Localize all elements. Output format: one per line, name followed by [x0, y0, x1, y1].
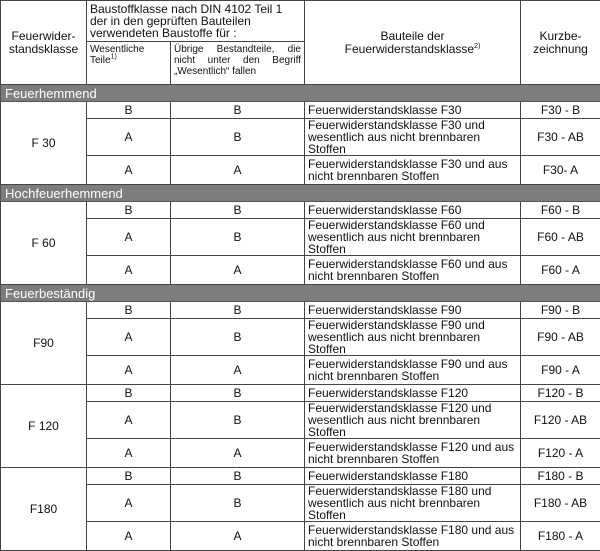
kurzbezeichnung-cell: F30- A: [521, 156, 600, 185]
table-row: [1, 385, 600, 402]
kurzbezeichnung-cell: F120 - AB: [521, 402, 600, 439]
kurzbezeichnung-cell: F90 - AB: [521, 319, 600, 356]
table-row: [1, 439, 600, 468]
uebrige-bestandteile-cell: B: [171, 302, 305, 319]
uebrige-bestandteile-cell: B: [171, 319, 305, 356]
table-row: [1, 219, 600, 256]
header-wesentliche-teile: [87, 42, 171, 85]
uebrige-bestandteile-cell: B: [171, 402, 305, 439]
wesentliche-teile-cell: A: [87, 439, 171, 468]
bauteil-description-cell: Feuerwiderstandsklasse F120: [305, 385, 521, 402]
wesentliche-teile-cell: B: [87, 468, 171, 485]
header-group-text: Baustoffklasse nach DIN 4102 Teil 1 der in den geprüften Bauteilen verwendeten Baustoffe für :: [90, 2, 282, 40]
header-feuerwiderstandsklasse: [1, 1, 87, 85]
kurzbezeichnung-cell: F30 - B: [521, 102, 600, 119]
klasse-cell: F 30: [1, 102, 87, 185]
wesentliche-teile-cell: B: [87, 202, 171, 219]
wesentliche-teile-cell: A: [87, 402, 171, 439]
wesentliche-teile-cell: B: [87, 385, 171, 402]
kurzbezeichnung-cell: F60 - AB: [521, 219, 600, 256]
uebrige-bestandteile-cell: B: [171, 385, 305, 402]
wesentliche-teile-cell: A: [87, 219, 171, 256]
header-kurzbezeichnung: [521, 1, 600, 85]
table-row: [1, 468, 600, 485]
kurzbezeichnung-cell: F60 - B: [521, 202, 600, 219]
klasse-cell: F180: [1, 468, 87, 551]
table-row: [1, 356, 600, 385]
bauteil-description-cell: Feuerwiderstandsklasse F90: [305, 302, 521, 319]
wesentliche-teile-cell: A: [87, 356, 171, 385]
wesentliche-teile-cell: A: [87, 256, 171, 285]
wesentliche-teile-cell: A: [87, 522, 171, 551]
uebrige-bestandteile-cell: B: [171, 102, 305, 119]
bauteil-description-cell: Feuerwiderstandsklasse F90 und aus nicht brennbaren Stoffen: [305, 356, 521, 385]
uebrige-bestandteile-cell: A: [171, 356, 305, 385]
bauteil-description-cell: Feuerwiderstandsklasse F180 und aus nicht brennbaren Stoffen: [305, 522, 521, 551]
section-title: Feuerhemmend: [1, 85, 600, 102]
bauteil-description-cell: Feuerwiderstandsklasse F120 und wesentlich aus nicht brennbaren Stoffen: [305, 402, 521, 439]
wesentliche-teile-cell: B: [87, 302, 171, 319]
header-bauteil-footnote: 2): [474, 43, 480, 50]
uebrige-bestandteile-cell: A: [171, 256, 305, 285]
kurzbezeichnung-cell: F90 - B: [521, 302, 600, 319]
section-title: Hochfeuerhemmend: [1, 185, 600, 202]
kurzbezeichnung-cell: F30 - AB: [521, 119, 600, 156]
table-row: [1, 302, 600, 319]
wesentliche-teile-cell: A: [87, 156, 171, 185]
bauteil-description-cell: Feuerwiderstandsklasse F90 und wesentlich aus nicht brennbaren Stoffen: [305, 319, 521, 356]
bauteil-description-cell: Feuerwiderstandsklasse F30 und wesentlich aus nicht brennbaren Stoffen: [305, 119, 521, 156]
header-kurz-text: Kurzbe- zeichnung: [533, 29, 588, 56]
kurzbezeichnung-cell: F180 - A: [521, 522, 600, 551]
table-row: [1, 156, 600, 185]
wesentliche-teile-cell: A: [87, 485, 171, 522]
kurzbezeichnung-cell: F180 - B: [521, 468, 600, 485]
header-uebrige-bestandteile: [171, 42, 305, 85]
section-title: Feuerbeständig: [1, 285, 600, 302]
section-header-row: [1, 85, 600, 102]
section-header-row: [1, 285, 600, 302]
kurzbezeichnung-cell: F120 - B: [521, 385, 600, 402]
klasse-cell: F 120: [1, 385, 87, 468]
bauteil-description-cell: Feuerwiderstandsklasse F180 und wesentlich aus nicht brennbaren Stoffen: [305, 485, 521, 522]
uebrige-bestandteile-cell: B: [171, 202, 305, 219]
header-sub-left-text: Wesentliche Teile: [90, 44, 144, 66]
wesentliche-teile-cell: A: [87, 119, 171, 156]
header-baustoffklasse: [87, 1, 305, 42]
table-row: [1, 119, 600, 156]
table-row: [1, 256, 600, 285]
table-row: [1, 319, 600, 356]
wesentliche-teile-cell: A: [87, 319, 171, 356]
header-bauteil-text: Bauteile der Feuerwiderstandsklasse: [345, 29, 474, 56]
header-col1-text: Feuerwider- standsklasse: [9, 29, 78, 56]
uebrige-bestandteile-cell: A: [171, 156, 305, 185]
header-bauteile: [305, 1, 521, 85]
uebrige-bestandteile-cell: B: [171, 468, 305, 485]
uebrige-bestandteile-cell: A: [171, 522, 305, 551]
section-header-row: [1, 185, 600, 202]
kurzbezeichnung-cell: F180 - AB: [521, 485, 600, 522]
kurzbezeichnung-cell: F120 - A: [521, 439, 600, 468]
uebrige-bestandteile-cell: B: [171, 119, 305, 156]
bauteil-description-cell: Feuerwiderstandsklasse F60 und aus nicht brennbaren Stoffen: [305, 256, 521, 285]
header-sub-right-text: Übrige Bestandteile, die nicht unter den Begriff „Wesentlich“ fallen: [174, 44, 301, 77]
table-row: [1, 102, 600, 119]
table-row: [1, 522, 600, 551]
bauteil-description-cell: Feuerwiderstandsklasse F60: [305, 202, 521, 219]
kurzbezeichnung-cell: F60 - A: [521, 256, 600, 285]
table-row: [1, 202, 600, 219]
uebrige-bestandteile-cell: B: [171, 485, 305, 522]
table-row: [1, 485, 600, 522]
uebrige-bestandteile-cell: A: [171, 439, 305, 468]
klasse-cell: F 60: [1, 202, 87, 285]
wesentliche-teile-cell: B: [87, 102, 171, 119]
header-sub-left-footnote: 1): [111, 54, 117, 61]
bauteil-description-cell: Feuerwiderstandsklasse F120 und aus nicht brennbaren Stoffen: [305, 439, 521, 468]
kurzbezeichnung-cell: F90 - A: [521, 356, 600, 385]
bauteil-description-cell: Feuerwiderstandsklasse F30: [305, 102, 521, 119]
klasse-cell: F90: [1, 302, 87, 385]
uebrige-bestandteile-cell: B: [171, 219, 305, 256]
bauteil-description-cell: Feuerwiderstandsklasse F60 und wesentlich aus nicht brennbaren Stoffen: [305, 219, 521, 256]
bauteil-description-cell: Feuerwiderstandsklasse F30 und aus nicht brennbaren Stoffen: [305, 156, 521, 185]
bauteil-description-cell: Feuerwiderstandsklasse F180: [305, 468, 521, 485]
table-row: [1, 402, 600, 439]
